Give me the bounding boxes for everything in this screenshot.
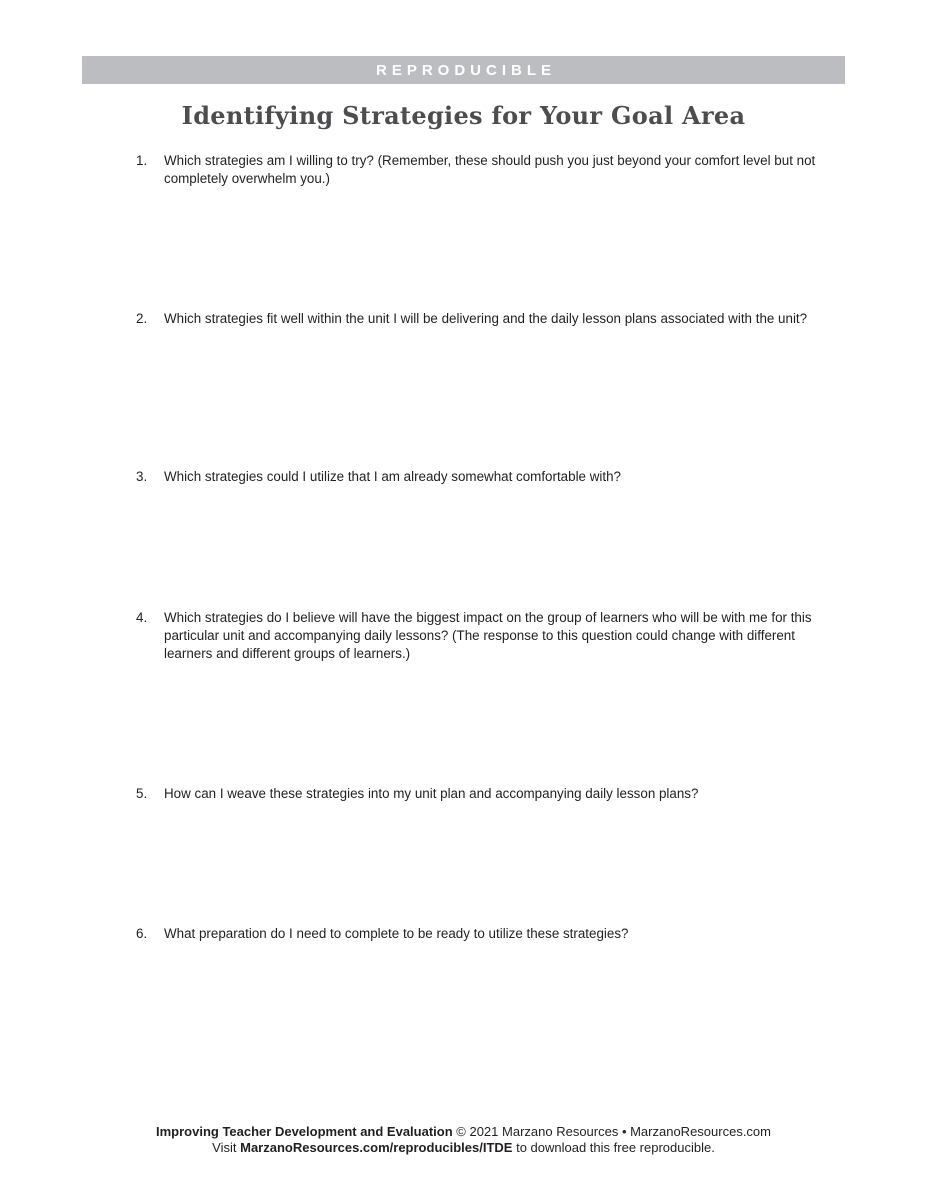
visit-text: Visit [212,1140,241,1155]
question-number: 5. [136,786,148,801]
banner-label: REPRODUCIBLE [375,61,556,79]
question-number: 4. [136,610,148,625]
question-item [136,609,826,663]
footer-line-2 [0,1140,927,1156]
question-text: Which strategies do I believe will have the biggest impact on the group of learners who will be with me for this particular unit and accompanying daily lessons? (The response to this question could change with different learners and different groups of learners.) [164,610,812,661]
question-item [136,785,826,803]
question-number: 6. [136,926,148,941]
question-number: 2. [136,311,148,326]
download-text: to download this free reproducible. [512,1140,715,1155]
question-item [136,468,826,486]
page-title: Identifying Strategies for Your Goal Area [181,101,746,130]
question-number: 3. [136,469,148,484]
question-number: 1. [136,153,148,168]
page-footer [0,1124,927,1156]
footer-line-1 [0,1124,927,1140]
question-text: How can I weave these strategies into my unit plan and accompanying daily lesson plans? [164,786,699,801]
question-item [136,925,826,943]
question-text: Which strategies fit well within the unit I will be delivering and the daily lesson plans associated with the unit? [164,311,808,326]
question-item [136,310,826,328]
question-text: What preparation do I need to complete to be ready to utilize these strategies? [164,926,629,941]
question-item [136,152,826,188]
copyright-text: © 2021 Marzano Resources • MarzanoResources.com [452,1124,771,1139]
reproducible-banner [82,56,845,84]
question-text: Which strategies could I utilize that I am already somewhat comfortable with? [164,469,621,484]
question-text: Which strategies am I willing to try? (Remember, these should push you just beyond your comfort level but not completely overwhelm you.) [164,153,816,186]
book-title: Improving Teacher Development and Evaluation [156,1124,453,1139]
download-url: MarzanoResources.com/reproducibles/ITDE [240,1140,513,1155]
